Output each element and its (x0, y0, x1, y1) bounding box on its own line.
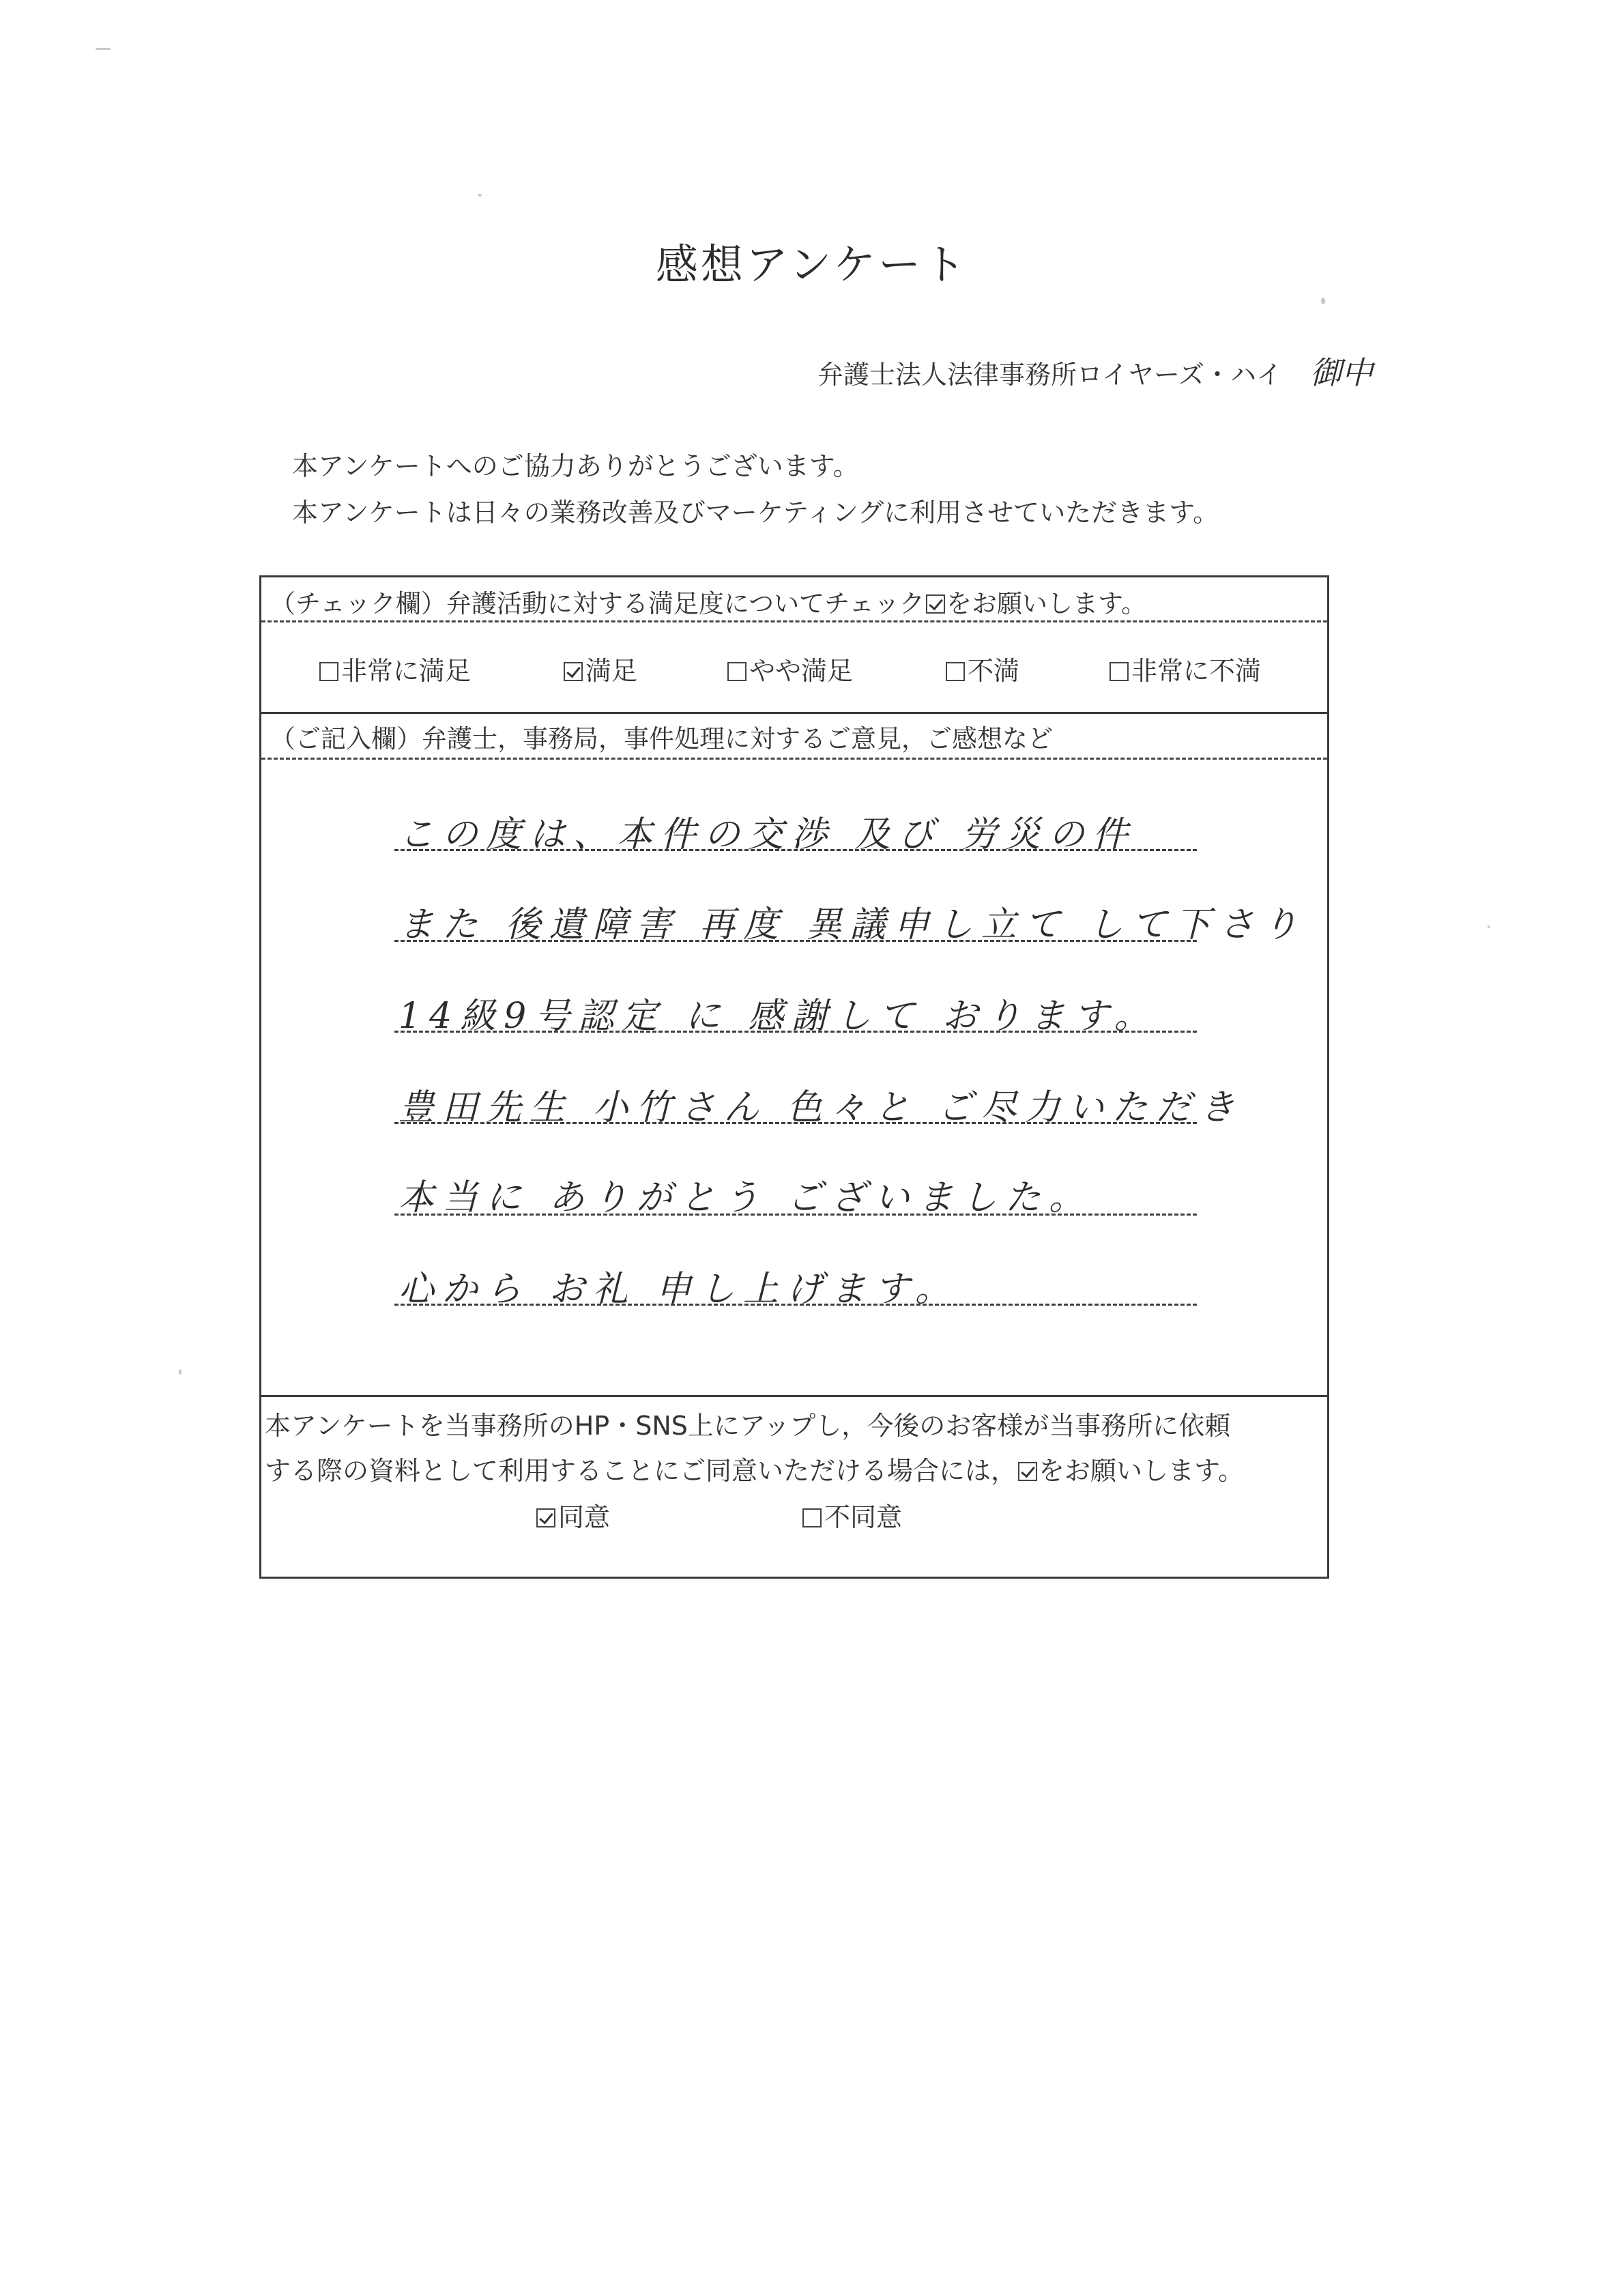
scan-speck (478, 194, 482, 197)
option-satisfied[interactable] (564, 650, 637, 687)
consent-text (265, 1450, 1244, 1487)
form-divider (261, 1395, 1327, 1397)
option-agree[interactable] (536, 1496, 610, 1534)
option-label: 満足 (585, 656, 638, 686)
option-label: 非常に不満 (1131, 656, 1262, 686)
checkbox-example-icon (926, 594, 945, 614)
option-label: 不満 (968, 656, 1020, 686)
option-somewhat-satisfied[interactable] (727, 650, 853, 687)
check-section-header (270, 583, 1146, 620)
option-very-dissatisfied[interactable] (1110, 650, 1261, 687)
writing-guide-line (394, 1214, 1197, 1216)
option-label: 非常に満足 (341, 656, 472, 686)
comment-section-header: （ご記入欄）弁護士，事務局，事件処理に対するご意見，ご感想など (270, 724, 1053, 754)
page-title: 感想アンケート (655, 240, 969, 289)
checkbox-icon[interactable] (802, 1508, 822, 1527)
checkbox-icon[interactable] (946, 662, 965, 681)
check-header-text-tail: をお願いします。 (946, 589, 1147, 618)
intro-line: 本アンケートは日々の業務改善及びマーケティングに利用させていただきます。 (292, 498, 1219, 528)
scan-speck (1321, 298, 1325, 304)
checkbox-checked-icon[interactable] (536, 1508, 555, 1527)
writing-guide-line (394, 849, 1197, 851)
handwritten-comment-line: また 後遺障害 再度 異議申し立て して下さり (398, 904, 1307, 945)
intro-line: 本アンケートへのご協力ありがとうございます。 (292, 451, 859, 481)
addressee-honorific-handwritten: 御中 (1310, 354, 1373, 391)
form-divider (261, 712, 1327, 714)
option-label: やや満足 (749, 656, 854, 686)
scan-speck (179, 1369, 182, 1375)
handwritten-comment-line: 14級9号認定 に 感謝して おります。 (398, 996, 1158, 1037)
scan-speck (1488, 925, 1490, 928)
checkbox-icon[interactable] (319, 662, 338, 681)
option-label: 同意 (558, 1502, 611, 1532)
handwritten-comment-line: この度は、本件の交渉 及び 労災の件 (398, 814, 1137, 855)
form-divider-dashed (261, 758, 1327, 760)
addressee-name: 弁護士法人法律事務所ロイヤーズ・ハイ (817, 360, 1282, 390)
option-label: 不同意 (824, 1502, 903, 1532)
writing-guide-line (394, 1304, 1197, 1306)
writing-guide-line (394, 940, 1197, 942)
scan-speck (96, 48, 111, 50)
option-disagree[interactable] (802, 1496, 902, 1534)
check-header-text: （チェック欄）弁護活動に対する満足度についてチェック (270, 589, 925, 618)
handwritten-comment-line: 豊田先生 小竹さん 色々と ご尽力いただき (398, 1087, 1243, 1128)
writing-guide-line (394, 1122, 1197, 1124)
consent-text-part: する際の資料として利用することにご同意いただける場合には， (265, 1456, 1017, 1486)
option-dissatisfied[interactable] (946, 650, 1019, 687)
option-very-satisfied[interactable] (319, 650, 471, 687)
checkbox-icon[interactable] (1110, 662, 1129, 681)
consent-text: 本アンケートを当事務所のHP・SNS上にアップし，今後のお客様が当事務所に依頼 (265, 1411, 1231, 1441)
handwritten-comment-line: 心から お礼 申し上げます。 (398, 1269, 959, 1310)
checkbox-checked-icon[interactable] (564, 662, 583, 681)
form-divider-dashed (261, 620, 1327, 622)
consent-text-tail: をお願いします。 (1039, 1456, 1244, 1486)
writing-guide-line (394, 1031, 1197, 1033)
checkbox-icon[interactable] (727, 662, 746, 681)
handwritten-comment-line: 本当に ありがとう ございました。 (398, 1177, 1093, 1218)
checkbox-example-icon (1018, 1462, 1037, 1481)
